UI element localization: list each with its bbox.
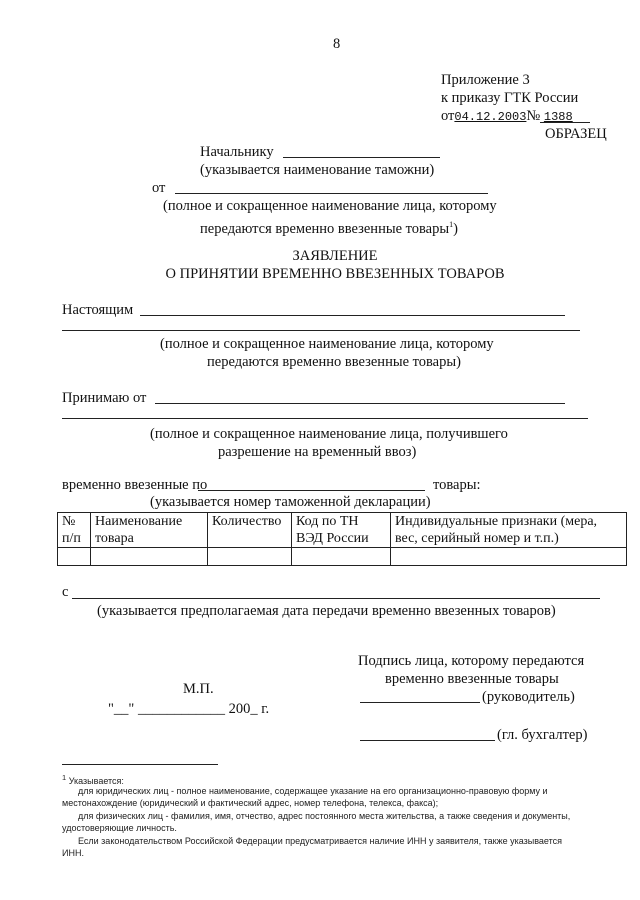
header-cell bbox=[91, 513, 208, 548]
hereby-field-2[interactable] bbox=[62, 330, 580, 331]
table-cell[interactable] bbox=[91, 548, 208, 566]
footnote-p1b: местонахождение (юридический и фактический адрес, номер телефона, телекса, факса); bbox=[62, 798, 439, 808]
declaration-field[interactable] bbox=[198, 490, 425, 491]
order-date: 04.12.2003 bbox=[454, 110, 527, 124]
hereby-hint-1: (полное и сокращенное наименование лица, которому bbox=[160, 336, 494, 352]
table-header-row bbox=[58, 513, 627, 548]
table-cell[interactable] bbox=[391, 548, 627, 566]
signer-line-2: временно ввезенные товары bbox=[385, 671, 559, 687]
to-label: Начальнику bbox=[200, 144, 274, 160]
header-text: вес, серийный номер и т.п.) bbox=[395, 531, 559, 546]
from-hint-1: (полное и сокращенное наименование лица, которому bbox=[163, 198, 497, 214]
header-cell bbox=[292, 513, 391, 548]
footnote-divider bbox=[62, 764, 218, 765]
title-line-1: ЗАЯВЛЕНИЕ bbox=[292, 248, 378, 264]
header-cell bbox=[391, 513, 627, 548]
header-text: ВЭД России bbox=[296, 531, 369, 546]
date-field[interactable] bbox=[72, 598, 600, 599]
from-hint-2-text: передаются временно ввезенные товары bbox=[200, 220, 450, 237]
head-label: (руководитель) bbox=[482, 689, 575, 705]
from-hint-2 bbox=[200, 216, 458, 238]
table-row bbox=[58, 548, 627, 566]
to-field[interactable] bbox=[283, 157, 440, 158]
date-label: с bbox=[62, 584, 69, 600]
accountant-label: (гл. бухгалтер) bbox=[497, 727, 588, 743]
sample-label: ОБРАЗЕЦ bbox=[545, 126, 607, 142]
table-cell[interactable] bbox=[208, 548, 292, 566]
from-field[interactable] bbox=[175, 193, 488, 194]
appendix-label: Приложение 3 bbox=[441, 72, 530, 88]
hereby-hint-2: передаются временно ввезенные товары) bbox=[207, 354, 461, 370]
header-text: Индивидуальные признаки (мера, bbox=[395, 514, 598, 529]
table-cell[interactable] bbox=[292, 548, 391, 566]
accept-hint-2: разрешение на временный ввоз) bbox=[218, 444, 417, 460]
signer-line-1: Подпись лица, которому передаются bbox=[358, 653, 585, 669]
footnote-ref: 1 bbox=[449, 220, 454, 229]
header-text: Наименование bbox=[95, 514, 183, 529]
footnote-p1a: для юридических лиц - полное наименование, содержащее указание на его организационно-правовую форму и bbox=[78, 786, 548, 796]
stamp-label: М.П. bbox=[183, 681, 214, 697]
accept-hint-1: (полное и сокращенное наименование лица, получившего bbox=[150, 426, 508, 442]
goods-prefix: временно ввезенные по bbox=[62, 477, 208, 493]
from-prefix: от bbox=[441, 108, 455, 124]
accountant-signature-field[interactable] bbox=[360, 740, 495, 741]
from-hint-close: ) bbox=[453, 220, 458, 237]
footnote-intro-text: Указывается: bbox=[68, 776, 124, 786]
number-underline bbox=[540, 122, 590, 123]
header-text: № bbox=[62, 514, 76, 529]
header-cell bbox=[58, 513, 91, 548]
date-hint: (указывается предполагаемая дата передачи временно ввезенных товаров) bbox=[97, 603, 556, 619]
hereby-field[interactable] bbox=[140, 315, 565, 316]
footnote-mark: 1 bbox=[62, 773, 67, 782]
order-label: к приказу ГТК России bbox=[441, 90, 579, 106]
footnote-p2a: для физических лиц - фамилия, имя, отчество, адрес постоянного места жительства, а также сведения и документы, bbox=[78, 811, 571, 821]
footnote-p3a: Если законодательством Российской Федерации предусматривается наличие ИНН у заявителя, также указывается bbox=[78, 836, 563, 846]
header-text: п/п bbox=[62, 531, 81, 546]
header-cell bbox=[208, 513, 292, 548]
accept-field-2[interactable] bbox=[62, 418, 588, 419]
footnote-p3b: ИНН. bbox=[62, 848, 84, 858]
title-line-2: О ПРИНЯТИИ ВРЕМЕННО ВВЕЗЕННЫХ ТОВАРОВ bbox=[165, 266, 505, 282]
signature-date: "__" ____________ 200_ г. bbox=[108, 701, 270, 717]
to-hint: (указывается наименование таможни) bbox=[200, 162, 435, 178]
table-cell[interactable] bbox=[58, 548, 91, 566]
header-text: товара bbox=[95, 531, 134, 546]
head-signature-field[interactable] bbox=[360, 702, 480, 703]
accept-label: Принимаю от bbox=[62, 390, 147, 406]
footnote-p2b: удостоверяющие личность. bbox=[62, 823, 177, 833]
page-number: 8 bbox=[333, 36, 341, 52]
header-text: Количество bbox=[212, 514, 282, 529]
accept-field[interactable] bbox=[155, 403, 565, 404]
number-prefix: № bbox=[526, 108, 541, 124]
order-number: 1388 bbox=[543, 110, 573, 124]
goods-hint: (указывается номер таможенной декларации) bbox=[150, 494, 431, 510]
hereby-label: Настоящим bbox=[62, 302, 134, 318]
goods-suffix: товары: bbox=[433, 477, 481, 493]
goods-table bbox=[57, 512, 627, 566]
order-date-line bbox=[441, 108, 573, 126]
header-text: Код по ТН bbox=[296, 514, 359, 529]
from-label: от bbox=[152, 180, 166, 196]
